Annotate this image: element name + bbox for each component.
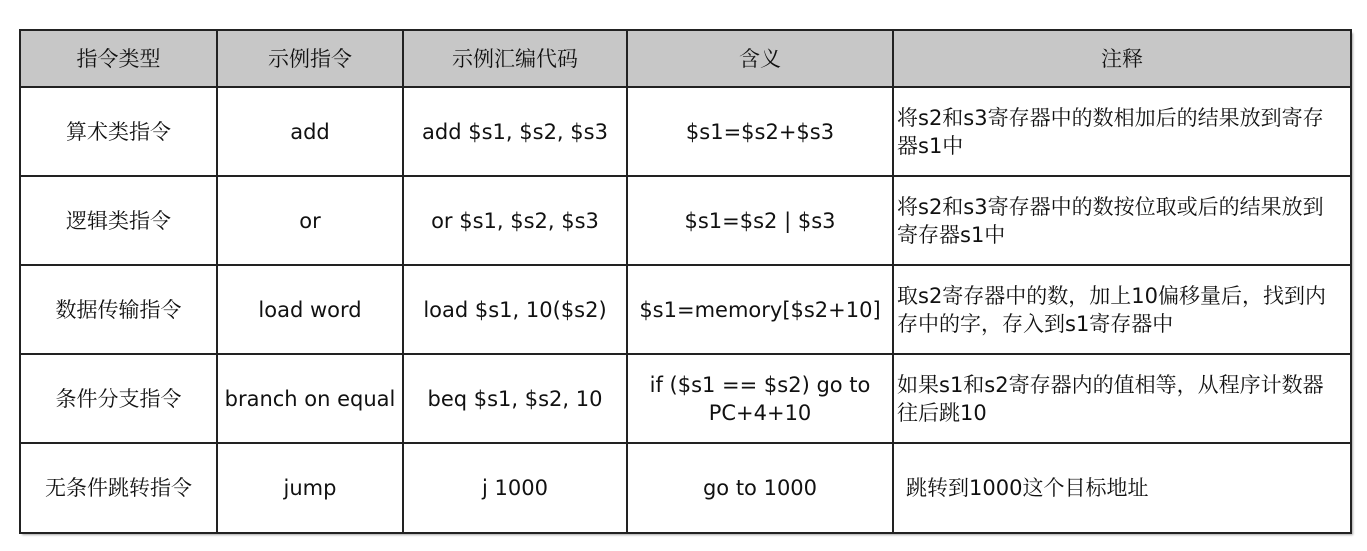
cell-assembly: beq $s1, $s2, 10 xyxy=(403,354,627,443)
header-instruction: 示例指令 xyxy=(217,30,403,87)
table-row xyxy=(20,87,1351,176)
cell-instruction: add xyxy=(217,87,403,176)
table-row xyxy=(20,354,1351,443)
cell-type: 数据传输指令 xyxy=(20,265,217,354)
instruction-table xyxy=(19,29,1352,534)
header-type: 指令类型 xyxy=(20,30,217,87)
cell-assembly: load $s1, 10($s2) xyxy=(403,265,627,354)
cell-assembly: j 1000 xyxy=(403,443,627,533)
table-row xyxy=(20,443,1351,533)
cell-note: 将s2和s3寄存器中的数按位取或后的结果放到寄存器s1中 xyxy=(893,176,1351,265)
header-meaning: 含义 xyxy=(627,30,893,87)
cell-meaning: $s1=memory[$s2+10] xyxy=(627,265,893,354)
table-row xyxy=(20,265,1351,354)
cell-instruction: or xyxy=(217,176,403,265)
cell-assembly: or $s1, $s2, $s3 xyxy=(403,176,627,265)
cell-note: 将s2和s3寄存器中的数相加后的结果放到寄存器s1中 xyxy=(893,87,1351,176)
cell-instruction: branch on equal xyxy=(217,354,403,443)
header-assembly: 示例汇编代码 xyxy=(403,30,627,87)
instruction-table-container xyxy=(19,29,1350,531)
cell-meaning: $s1=$s2+$s3 xyxy=(627,87,893,176)
cell-type: 逻辑类指令 xyxy=(20,176,217,265)
cell-instruction: load word xyxy=(217,265,403,354)
cell-meaning: if ($s1 == $s2) go to PC+4+10 xyxy=(627,354,893,443)
cell-note: 取s2寄存器中的数，加上10偏移量后，找到内存中的字，存入到s1寄存器中 xyxy=(893,265,1351,354)
header-note: 注释 xyxy=(893,30,1351,87)
cell-meaning: $s1=$s2 | $s3 xyxy=(627,176,893,265)
cell-type: 无条件跳转指令 xyxy=(20,443,217,533)
cell-note: 跳转到1000这个目标地址 xyxy=(893,443,1351,533)
cell-meaning: go to 1000 xyxy=(627,443,893,533)
header-row xyxy=(20,30,1351,87)
cell-assembly: add $s1, $s2, $s3 xyxy=(403,87,627,176)
cell-instruction: jump xyxy=(217,443,403,533)
cell-type: 算术类指令 xyxy=(20,87,217,176)
cell-note: 如果s1和s2寄存器内的值相等，从程序计数器往后跳10 xyxy=(893,354,1351,443)
table-row xyxy=(20,176,1351,265)
cell-type: 条件分支指令 xyxy=(20,354,217,443)
